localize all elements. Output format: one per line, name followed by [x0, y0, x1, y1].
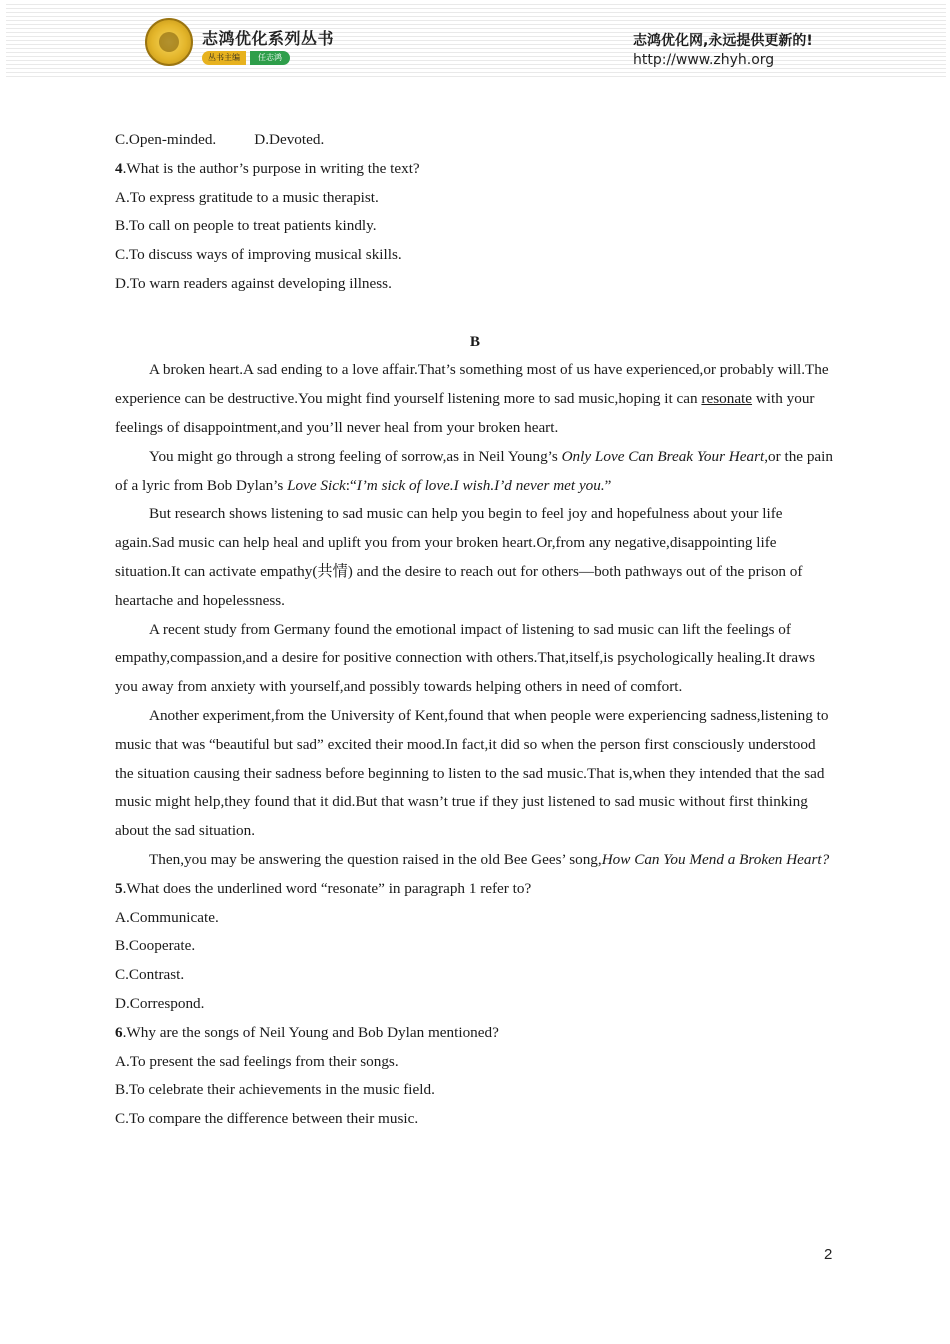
q4-option-c: C.To discuss ways of improving musical skills.	[115, 246, 402, 264]
song-title-bee-gees: How Can You Mend a Broken Heart?	[601, 850, 830, 868]
section-title: B	[469, 332, 481, 350]
paragraph-6-text: Then,you may be answering the question raised in the old Bee Gees’ song,	[149, 850, 602, 868]
q3-options-cd	[115, 126, 835, 155]
q6-option-a: A.To present the sad feelings from their songs.	[115, 1052, 399, 1070]
brand-tag-editor: 丛书主编	[202, 51, 246, 65]
page-header	[6, 4, 946, 80]
question-4	[115, 155, 835, 184]
q5-option-d: D.Correspond.	[115, 994, 205, 1012]
q5-option-a: A.Communicate.	[115, 908, 219, 926]
header-url: http://www.zhyh.org	[633, 52, 775, 68]
q6-option-c: C.To compare the difference between their music.	[115, 1110, 419, 1128]
page-number: 2	[824, 1246, 833, 1263]
paragraph-2-text-a: You might go through a strong feeling of sorrow,as in Neil Young’s	[149, 447, 562, 465]
q6-option-b: B.To celebrate their achievements in the music field.	[115, 1081, 435, 1099]
paragraph-2-text-d: ”	[604, 476, 612, 494]
paragraph-5: Another experiment,from the University of Kent,found that when people were experiencing sadness,listening to music that was “beautiful but sad” excited their mood.In fact,it did so when the person first consciously understood the situation causing their sadness before beginning to listen to the sad music.That is,when they intended that the sad music might help,they found that it did.But that wasn’t true if they just listened to sad music without first thinking about the sad situation.	[115, 706, 829, 840]
q4-option-a: A.To express gratitude to a music therapist.	[115, 188, 379, 206]
question-6-number: 6	[115, 1023, 123, 1041]
question-5	[115, 875, 835, 904]
lyric-quote: I’m sick of love.I wish.I’d never met you.	[356, 476, 605, 494]
q5-option-b: B.Cooperate.	[115, 937, 196, 955]
paragraph-3: But research shows listening to sad music can help you begin to feel joy and hopefulness about your life again.Sad music can help heal and uplift you from your broken heart.Or,from any negative,disappointing life situation.It can activate empathy(共情) and the desire to reach out for others—both pathways out of the prison of heartache and hopelessness.	[115, 505, 803, 609]
song-title-bob-dylan: Love Sick	[287, 476, 346, 494]
question-6	[115, 1019, 835, 1048]
paragraph-2-text-c: :“	[345, 476, 357, 494]
document-body	[115, 126, 835, 1134]
song-title-neil-young: Only Love Can Break Your Heart	[561, 447, 765, 465]
question-5-number: 5	[115, 879, 123, 897]
paragraph-2	[115, 443, 835, 501]
q3-option-c: C.Open-minded.	[115, 131, 217, 148]
question-4-text: .What is the author’s purpose in writing the text?	[122, 159, 420, 177]
brand-title: 志鸿优化系列丛书	[202, 29, 335, 48]
question-5-text: .What does the underlined word “resonate” in paragraph 1 refer to?	[122, 879, 532, 897]
publisher-logo-icon	[145, 18, 193, 66]
q5-option-c: C.Contrast.	[115, 966, 185, 984]
q4-option-d: D.To warn readers against developing illness.	[115, 274, 392, 292]
question-6-text: .Why are the songs of Neil Young and Bob Dylan mentioned?	[122, 1023, 499, 1041]
paragraph-1	[115, 356, 835, 442]
paragraph-4: A recent study from Germany found the emotional impact of listening to sad music can lift the feelings of empathy,compassion,and a desire for positive connection with others.That,itself,is psychologically healing.It draws you away from anxiety with yourself,and possibly towards helping others in need of comfort.	[115, 620, 815, 696]
paragraph-2-text-b: ,or the pain of a lyric from Bob Dylan’s	[115, 447, 833, 494]
paragraph-1-text-b: with your feelings of disappointment,and you’ll never heal from your broken heart.	[115, 390, 815, 436]
header-slogan: 志鸿优化网,永远提供更新的!	[633, 33, 813, 49]
question-4-number: 4	[115, 159, 123, 177]
underlined-word: resonate	[701, 390, 753, 408]
paragraph-6	[115, 846, 835, 875]
paragraph-1-text-a: A broken heart.A sad ending to a love affair.That’s something most of us have experienced,or probably will.The experience can be destructive.You might find yourself listening more to sad music,hoping it can	[115, 361, 829, 408]
q4-option-b: B.To call on people to treat patients kindly.	[115, 217, 377, 235]
q3-option-d: D.Devoted.	[254, 131, 325, 148]
brand-tag-name: 任志鸿	[250, 51, 290, 65]
